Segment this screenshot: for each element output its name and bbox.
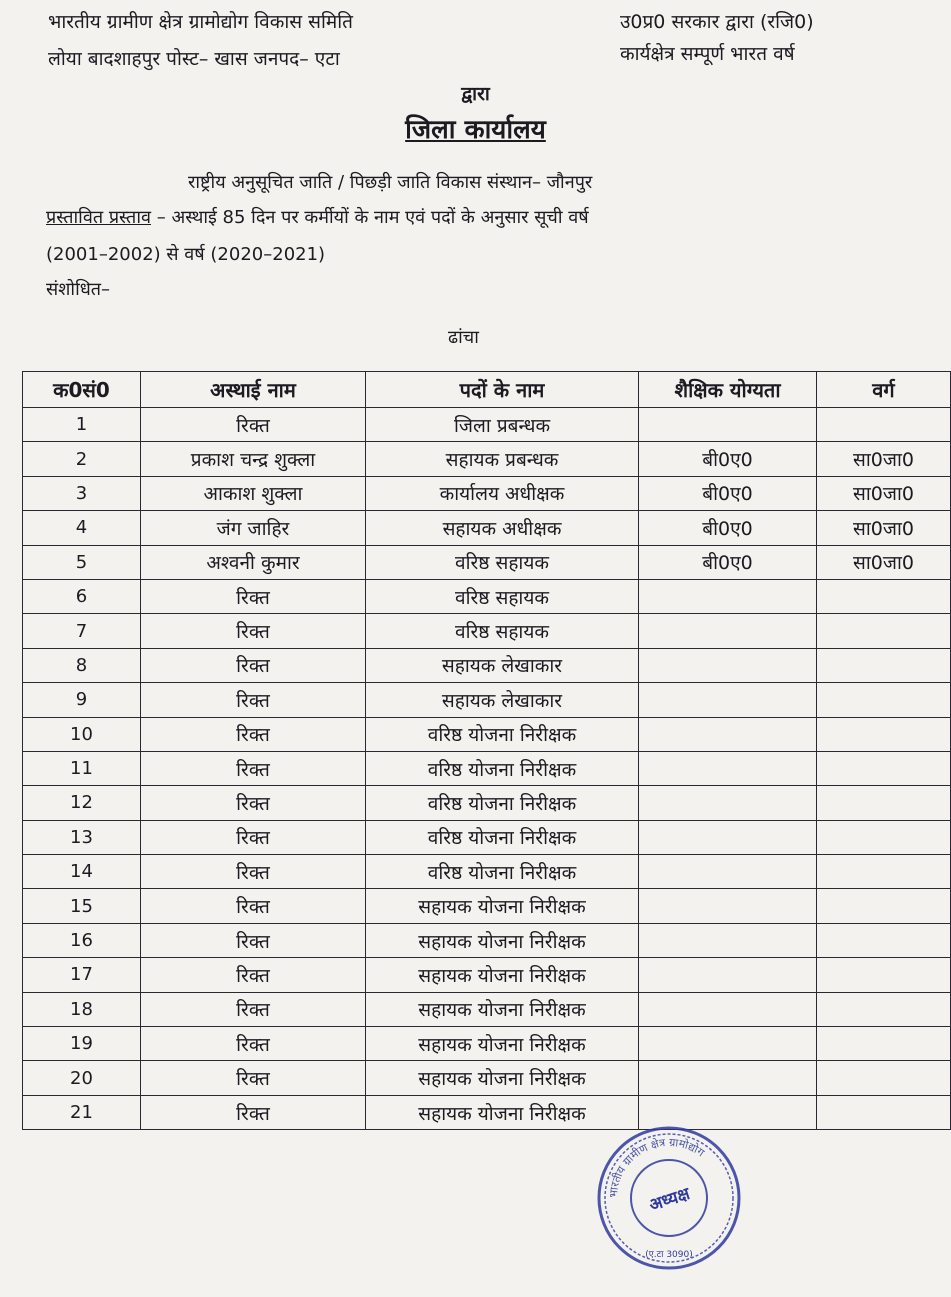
cell-category: [817, 408, 951, 442]
cell-temp-name: अश्वनी कुमार: [141, 545, 366, 579]
cell-qualification: [639, 751, 817, 785]
cell-post-name: सहायक योजना निरीक्षक: [366, 1095, 639, 1129]
table-row: [23, 648, 951, 682]
cell-qualification: [639, 648, 817, 682]
cell-serial: 16: [23, 923, 141, 957]
cell-temp-name: रिक्त: [141, 408, 366, 442]
cell-post-name: कार्यालय अधीक्षक: [366, 476, 639, 510]
cell-category: सा0जा0: [817, 476, 951, 510]
proposal-line: [46, 205, 589, 229]
cell-category: [817, 786, 951, 820]
cell-serial: 10: [23, 717, 141, 751]
table-header-row: [23, 372, 951, 408]
cell-category: सा0जा0: [817, 545, 951, 579]
cell-serial: 20: [23, 1061, 141, 1095]
cell-temp-name: आकाश शुक्ला: [141, 476, 366, 510]
cell-temp-name: रिक्त: [141, 786, 366, 820]
cell-qualification: [639, 683, 817, 717]
cell-category: [817, 992, 951, 1026]
cell-post-name: जिला प्रबन्धक: [366, 408, 639, 442]
cell-qualification: [639, 889, 817, 923]
table-row: [23, 786, 951, 820]
cell-temp-name: रिक्त: [141, 820, 366, 854]
table-row: [23, 923, 951, 957]
cell-serial: 3: [23, 476, 141, 510]
cell-category: [817, 1027, 951, 1061]
table-row: [23, 751, 951, 785]
cell-qualification: [639, 1027, 817, 1061]
org-address: लोया बादशाहपुर पोस्ट– खास जनपद– एटा: [48, 48, 340, 70]
cell-temp-name: जंग जाहिर: [141, 511, 366, 545]
cell-serial: 15: [23, 889, 141, 923]
table-body: [23, 408, 951, 1130]
cell-category: [817, 648, 951, 682]
cell-temp-name: रिक्त: [141, 855, 366, 889]
cell-qualification: [639, 717, 817, 751]
cell-post-name: सहायक योजना निरीक्षक: [366, 1061, 639, 1095]
org-name: भारतीय ग्रामीण क्षेत्र ग्रामोद्योग विकास समिति: [48, 11, 354, 33]
table-row: [23, 511, 951, 545]
cell-category: [817, 958, 951, 992]
cell-serial: 9: [23, 683, 141, 717]
cell-category: [817, 614, 951, 648]
cell-category: [817, 1061, 951, 1095]
proposal-years: (2001–2002) से वर्ष (2020–2021): [46, 244, 326, 265]
table-row: [23, 408, 951, 442]
table-row: [23, 717, 951, 751]
cell-category: [817, 855, 951, 889]
table-row: [23, 442, 951, 476]
cell-qualification: बी0ए0: [639, 476, 817, 510]
cell-temp-name: रिक्त: [141, 923, 366, 957]
cell-serial: 1: [23, 408, 141, 442]
cell-post-name: सहायक योजना निरीक्षक: [366, 923, 639, 957]
official-seal: [594, 1123, 744, 1273]
cell-post-name: वरिष्ठ सहायक: [366, 545, 639, 579]
cell-serial: 18: [23, 992, 141, 1026]
cell-post-name: वरिष्ठ योजना निरीक्षक: [366, 820, 639, 854]
cell-serial: 4: [23, 511, 141, 545]
cell-qualification: [639, 855, 817, 889]
institute-line: राष्ट्रीय अनुसूचित जाति / पिछड़ी जाति विकास संस्थान– जौनपुर: [188, 172, 593, 193]
cell-qualification: बी0ए0: [639, 511, 817, 545]
table-row: [23, 889, 951, 923]
cell-qualification: [639, 992, 817, 1026]
cell-temp-name: रिक्त: [141, 579, 366, 613]
cell-temp-name: रिक्त: [141, 958, 366, 992]
cell-serial: 12: [23, 786, 141, 820]
structure-label: ढांचा: [448, 327, 479, 348]
cell-post-name: सहायक लेखाकार: [366, 683, 639, 717]
cell-post-name: सहायक योजना निरीक्षक: [366, 889, 639, 923]
cell-post-name: सहायक अधीक्षक: [366, 511, 639, 545]
cell-qualification: [639, 614, 817, 648]
staff-table: [22, 371, 951, 1130]
table-row: [23, 545, 951, 579]
cell-qualification: [639, 579, 817, 613]
cell-qualification: [639, 958, 817, 992]
cell-category: सा0जा0: [817, 442, 951, 476]
cell-qualification: [639, 1061, 817, 1095]
cell-serial: 5: [23, 545, 141, 579]
cell-temp-name: रिक्त: [141, 1095, 366, 1129]
header-name: अस्थाई नाम: [141, 372, 366, 408]
header-post: पदों के नाम: [366, 372, 639, 408]
cell-temp-name: रिक्त: [141, 683, 366, 717]
cell-serial: 13: [23, 820, 141, 854]
cell-serial: 8: [23, 648, 141, 682]
seal-ring-text: भारतीय ग्रामीण क्षेत्र ग्रामोद्योग: [606, 1135, 707, 1199]
cell-post-name: वरिष्ठ सहायक: [366, 579, 639, 613]
proposal-text: – अस्थाई 85 दिन पर कर्मीयों के नाम एवं पदों के अनुसार सूची वर्ष: [151, 207, 589, 228]
seal-reg-text: (ए.टा 3090): [645, 1250, 693, 1260]
cell-post-name: वरिष्ठ योजना निरीक्षक: [366, 751, 639, 785]
cell-temp-name: रिक्त: [141, 751, 366, 785]
table-row: [23, 820, 951, 854]
cell-post-name: वरिष्ठ योजना निरीक्षक: [366, 855, 639, 889]
cell-post-name: वरिष्ठ सहायक: [366, 614, 639, 648]
cell-qualification: [639, 786, 817, 820]
cell-temp-name: रिक्त: [141, 1027, 366, 1061]
cell-serial: 6: [23, 579, 141, 613]
cell-temp-name: रिक्त: [141, 889, 366, 923]
cell-temp-name: प्रकाश चन्द्र शुक्ला: [141, 442, 366, 476]
table-row: [23, 683, 951, 717]
cell-category: [817, 820, 951, 854]
header-serial: क0सं0: [23, 372, 141, 408]
cell-temp-name: रिक्त: [141, 717, 366, 751]
cell-serial: 7: [23, 614, 141, 648]
header-qualification: शैक्षिक योग्यता: [639, 372, 817, 408]
table-row: [23, 992, 951, 1026]
cell-qualification: बी0ए0: [639, 545, 817, 579]
cell-category: [817, 751, 951, 785]
cell-serial: 17: [23, 958, 141, 992]
cell-post-name: सहायक योजना निरीक्षक: [366, 992, 639, 1026]
cell-category: सा0जा0: [817, 511, 951, 545]
header-category: वर्ग: [817, 372, 951, 408]
proposal-label: प्रस्तावित प्रस्ताव: [46, 207, 151, 228]
cell-temp-name: रिक्त: [141, 1061, 366, 1095]
cell-qualification: [639, 923, 817, 957]
office-title: जिला कार्यालय: [405, 115, 546, 145]
cell-category: [817, 923, 951, 957]
table-row: [23, 958, 951, 992]
by-label: द्वारा: [461, 83, 490, 105]
cell-post-name: सहायक योजना निरीक्षक: [366, 1027, 639, 1061]
table-row: [23, 614, 951, 648]
table-row: [23, 855, 951, 889]
cell-serial: 2: [23, 442, 141, 476]
table-row: [23, 1027, 951, 1061]
cell-temp-name: रिक्त: [141, 614, 366, 648]
cell-category: [817, 1095, 951, 1129]
amended-label: संशोधित–: [46, 279, 111, 300]
registration-note: उ0प्र0 सरकार द्वारा (रजि0): [620, 11, 814, 33]
cell-category: [817, 579, 951, 613]
cell-post-name: सहायक प्रबन्धक: [366, 442, 639, 476]
cell-temp-name: रिक्त: [141, 648, 366, 682]
cell-qualification: [639, 820, 817, 854]
table-row: [23, 579, 951, 613]
cell-serial: 21: [23, 1095, 141, 1129]
cell-category: [817, 683, 951, 717]
cell-serial: 11: [23, 751, 141, 785]
table-row: [23, 1061, 951, 1095]
cell-temp-name: रिक्त: [141, 992, 366, 1026]
cell-post-name: वरिष्ठ योजना निरीक्षक: [366, 717, 639, 751]
cell-qualification: [639, 408, 817, 442]
cell-category: [817, 717, 951, 751]
cell-post-name: वरिष्ठ योजना निरीक्षक: [366, 786, 639, 820]
cell-category: [817, 889, 951, 923]
jurisdiction-note: कार्यक्षेत्र सम्पूर्ण भारत वर्ष: [620, 43, 795, 65]
seal-center-text: अध्यक्ष: [646, 1183, 693, 1216]
cell-qualification: बी0ए0: [639, 442, 817, 476]
cell-serial: 14: [23, 855, 141, 889]
cell-post-name: सहायक लेखाकार: [366, 648, 639, 682]
cell-serial: 19: [23, 1027, 141, 1061]
table-row: [23, 1095, 951, 1129]
table-row: [23, 476, 951, 510]
cell-post-name: सहायक योजना निरीक्षक: [366, 958, 639, 992]
